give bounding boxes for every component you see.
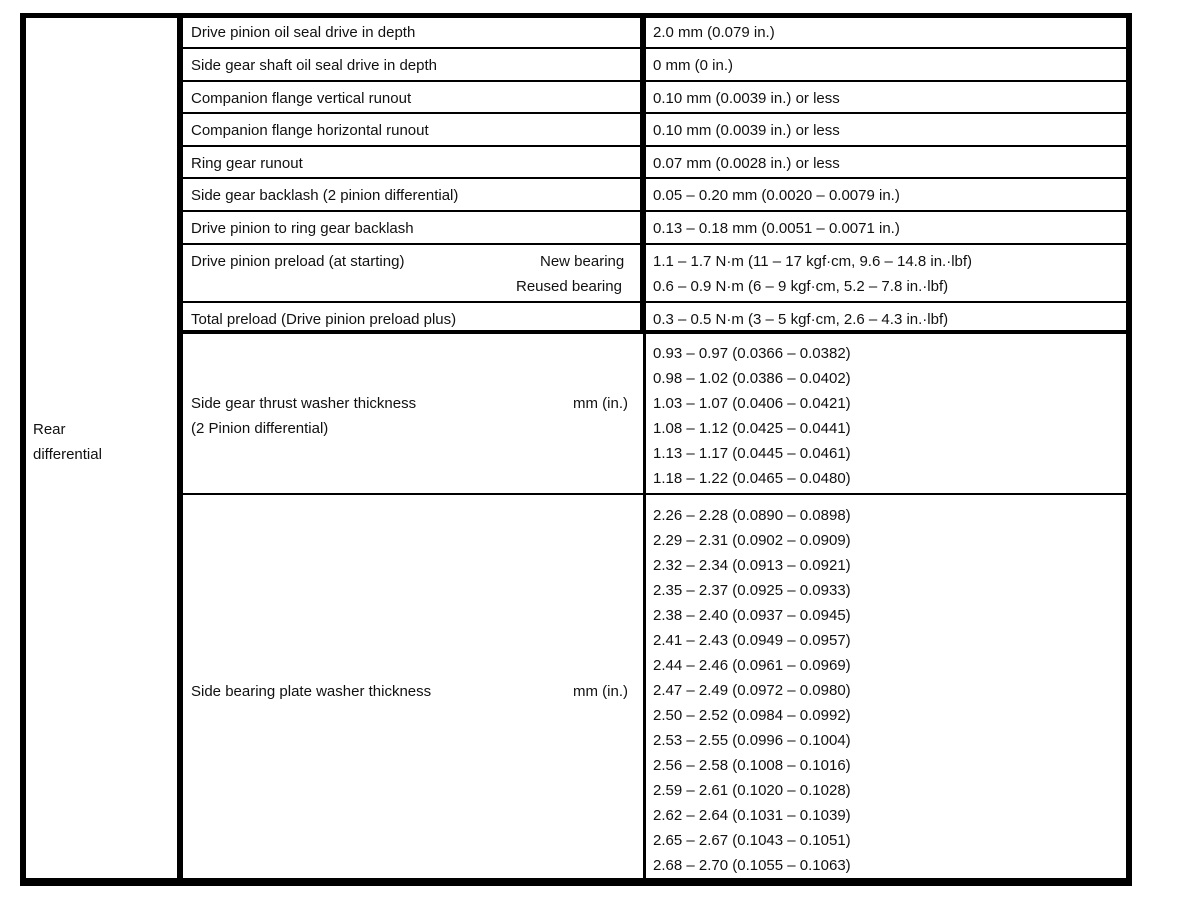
thrust-washer-value: 0.98 – 1.02 (0.0386 – 0.0402)	[653, 370, 851, 387]
category-label: Rear differential	[33, 421, 102, 463]
row-divider	[183, 177, 1126, 179]
spec-row-item: Drive pinion to ring gear backlash	[191, 220, 414, 237]
table-border-bottom	[20, 878, 1132, 886]
spec-row-value: 0.13 – 0.18 mm (0.0051 – 0.0071 in.)	[653, 220, 900, 237]
section-divider	[183, 330, 1126, 334]
row-divider	[183, 80, 1126, 82]
table-border-right	[1126, 13, 1132, 886]
plate-washer-item: Side bearing plate washer thickness	[191, 683, 432, 700]
thrust-washer-value: 1.13 – 1.17 (0.0445 – 0.0461)	[653, 445, 851, 462]
section-divider	[183, 493, 1126, 495]
row-divider	[183, 145, 1126, 147]
plate-washer-value: 2.65 – 2.67 (0.1043 – 0.1051)	[653, 832, 851, 849]
spec-row-value: 0.05 – 0.20 mm (0.0020 – 0.0079 in.)	[653, 187, 900, 204]
thrust-washer-value: 1.03 – 1.07 (0.0406 – 0.0421)	[653, 395, 851, 412]
row-divider	[183, 47, 1126, 49]
plate-washer-value: 2.47 – 2.49 (0.0972 – 0.0980)	[653, 682, 851, 699]
preload-new-value: 1.1 – 1.7 N·m (11 – 17 kgf·cm, 9.6 – 14.8 in.·lbf)	[653, 253, 973, 270]
spec-row-item: Ring gear runout	[191, 155, 303, 172]
preload-reused-value: 0.6 – 0.9 N·m (6 – 9 kgf·cm, 5.2 – 7.8 in.·lbf)	[653, 278, 949, 295]
preload-reused-label: Reused bearing	[516, 278, 622, 295]
plate-washer-value: 2.29 – 2.31 (0.0902 – 0.0909)	[653, 532, 851, 549]
total-preload-value: 0.3 – 0.5 N·m (3 – 5 kgf·cm, 2.6 – 4.3 in.·lbf)	[653, 311, 949, 328]
total-preload-item: Total preload (Drive pinion preload plus)	[191, 311, 457, 328]
plate-washer-value: 2.62 – 2.64 (0.1031 – 0.1039)	[653, 807, 851, 824]
preload-new-label: New bearing	[540, 253, 625, 270]
plate-washer-value: 2.32 – 2.34 (0.0913 – 0.0921)	[653, 557, 851, 574]
plate-washer-value: 2.50 – 2.52 (0.0984 – 0.0992)	[653, 707, 851, 724]
spec-row-value: 0.07 mm (0.0028 in.) or less	[653, 155, 840, 172]
plate-washer-value: 2.68 – 2.70 (0.1055 – 0.1063)	[653, 857, 851, 874]
spec-row-value: 0.10 mm (0.0039 in.) or less	[653, 122, 840, 139]
plate-washer-value: 2.59 – 2.61 (0.1020 – 0.1028)	[653, 782, 851, 799]
thrust-washer-unit: mm (in.)	[573, 395, 628, 412]
table-border-left	[20, 13, 26, 886]
spec-row-item: Companion flange vertical runout	[191, 90, 412, 107]
plate-washer-value: 2.35 – 2.37 (0.0925 – 0.0933)	[653, 582, 851, 599]
plate-washer-value: 2.41 – 2.43 (0.0949 – 0.0957)	[653, 632, 851, 649]
plate-washer-value: 2.56 – 2.58 (0.1008 – 0.1016)	[653, 757, 851, 774]
plate-washer-value: 2.26 – 2.28 (0.0890 – 0.0898)	[653, 507, 851, 524]
thrust-washer-value: 0.93 – 0.97 (0.0366 – 0.0382)	[653, 345, 851, 362]
spec-row-item: Side gear shaft oil seal drive in depth	[191, 57, 437, 74]
preload-item: Drive pinion preload (at starting)	[191, 253, 405, 270]
column-divider-1	[177, 13, 183, 886]
row-divider	[183, 243, 1126, 245]
row-divider	[183, 112, 1126, 114]
thrust-washer-value: 1.18 – 1.22 (0.0465 – 0.0480)	[653, 470, 851, 487]
spec-row-item: Companion flange horizontal runout	[191, 122, 429, 139]
plate-washer-value: 2.53 – 2.55 (0.0996 – 0.1004)	[653, 732, 851, 749]
spec-row-value: 2.0 mm (0.079 in.)	[653, 24, 775, 41]
row-divider	[183, 210, 1126, 212]
spec-row-value: 0 mm (0 in.)	[653, 57, 734, 74]
thrust-washer-item-note: (2 Pinion differential)	[191, 420, 329, 437]
spec-row-item: Drive pinion oil seal drive in depth	[191, 24, 416, 41]
plate-washer-value: 2.44 – 2.46 (0.0961 – 0.0969)	[653, 657, 851, 674]
spec-row-value: 0.10 mm (0.0039 in.) or less	[653, 90, 840, 107]
column-divider-2	[640, 13, 646, 333]
plate-washer-unit: mm (in.)	[573, 683, 628, 700]
row-divider	[183, 301, 1126, 303]
plate-washer-value: 2.38 – 2.40 (0.0937 – 0.0945)	[653, 607, 851, 624]
spec-row-item: Side gear backlash (2 pinion differential)	[191, 187, 459, 204]
thrust-washer-value: 1.08 – 1.12 (0.0425 – 0.0441)	[653, 420, 851, 437]
thrust-washer-item: Side gear thrust washer thickness	[191, 395, 417, 412]
table-border-top	[20, 13, 1132, 18]
column-divider-2-lower	[643, 333, 646, 881]
